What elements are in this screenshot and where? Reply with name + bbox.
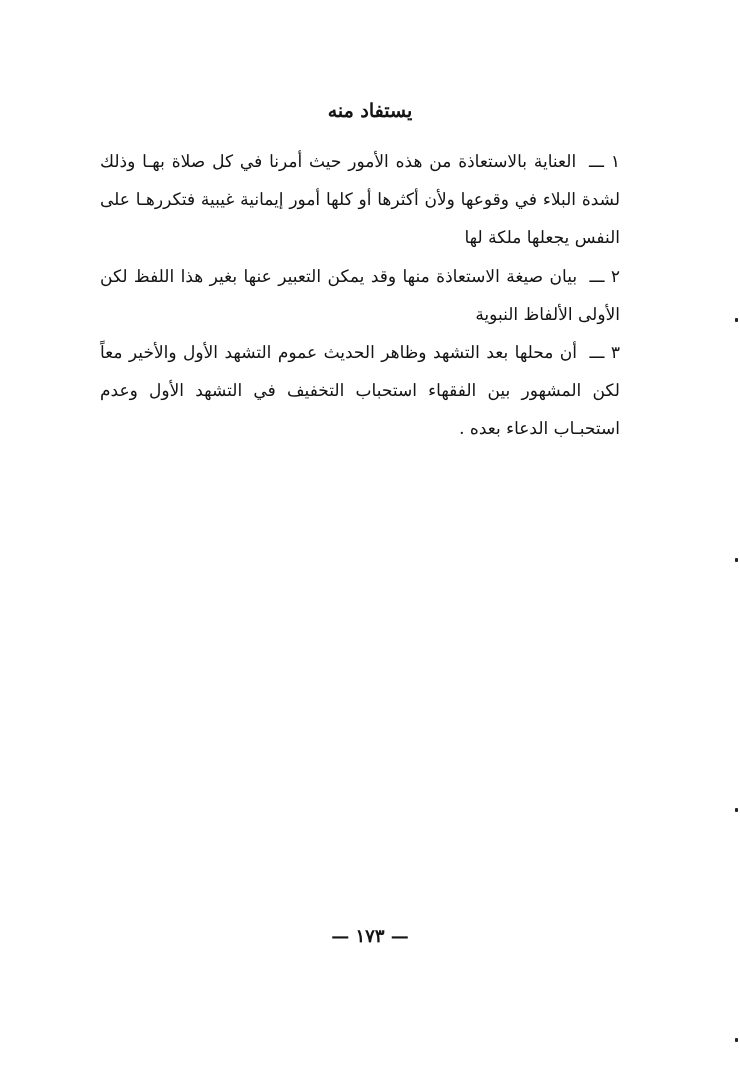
item-text: بيان صيغة الاستعاذة منها وقد يمكن التعبير عنها بغير هذا اللفظ لكن الأولى الألفاظ النبوية [100, 266, 620, 325]
list-item [100, 334, 620, 449]
scan-speck [735, 1038, 738, 1042]
item-number: ٢ ـــ [589, 266, 620, 287]
body-text [100, 143, 620, 449]
scan-speck [735, 808, 738, 812]
list-item [100, 258, 620, 334]
page-number: — ١٧٣ — [331, 926, 409, 947]
list-item [100, 143, 620, 258]
item-text: العناية بالاستعاذة من هذه الأمور حيث أمرنا في كل صلاة بهـا وذلك لشدة البلاء في وقوعها ولأن أكثرها أو كلها أمور إيمانية غيبية فتكررهـا على النفس يجعلها ملكة لها [100, 152, 620, 249]
section-heading: يستفاد منه [327, 100, 413, 122]
scan-speck [735, 558, 738, 562]
scan-speck [735, 318, 738, 322]
item-text: أن محلها بعد التشهد وظاهر الحديث عموم التشهد الأول والأخير معاً لكن المشهور بين الفقهاء استحباب التخفيف في التشهد الأول وعدم استحبـاب الدعاء بعده . [100, 343, 620, 440]
item-number: ٣ ـــ [589, 343, 620, 364]
item-number: ١ ـــ [589, 152, 620, 172]
